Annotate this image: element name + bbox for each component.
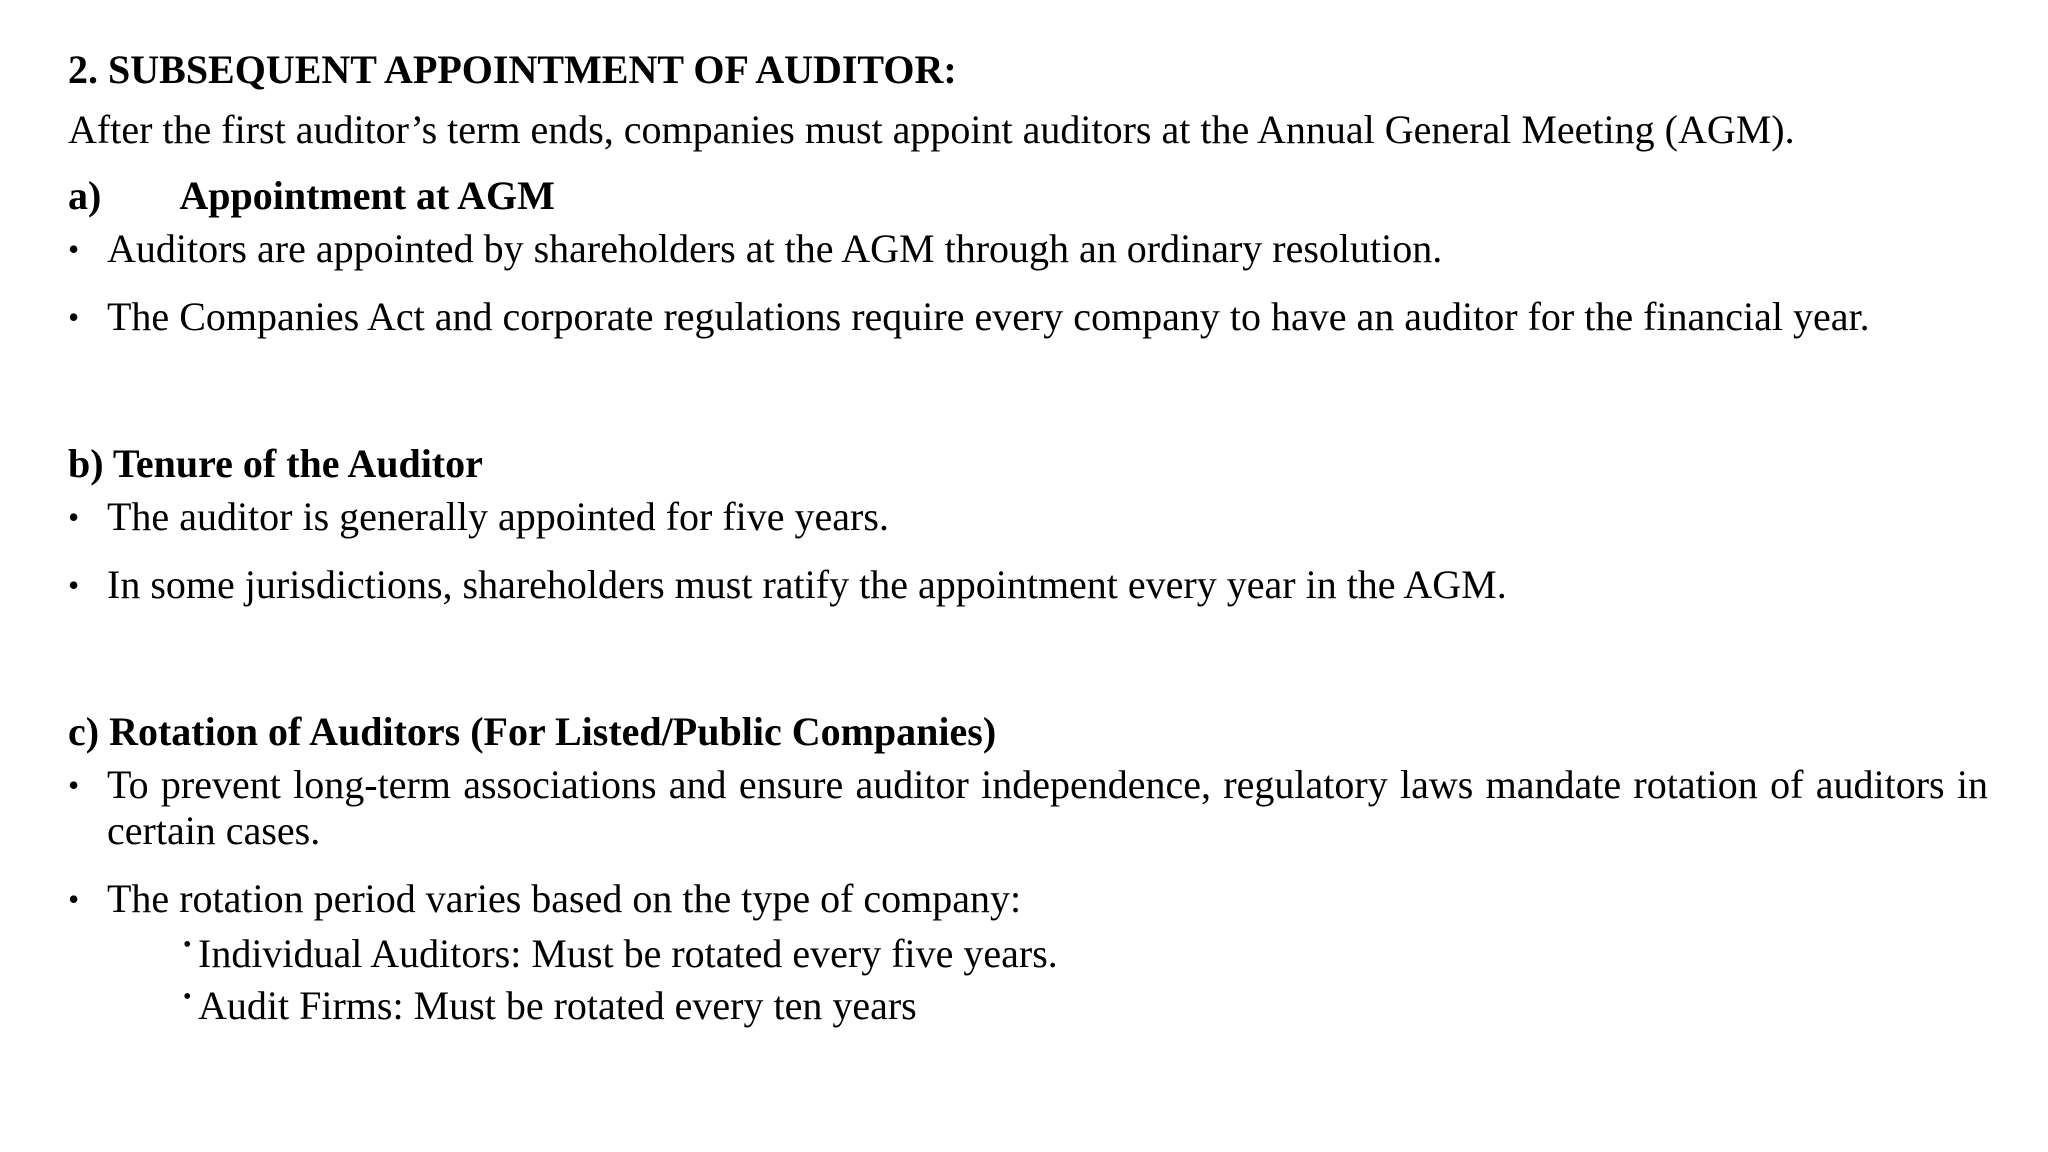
section-rotation-of-auditors bbox=[68, 702, 1988, 1032]
bullet-icon: • bbox=[68, 231, 80, 267]
list-item: • The Companies Act and corporate regulations require every company to have an auditor for the financial year. bbox=[68, 294, 1870, 339]
section-b-heading: b) Tenure of the Auditor bbox=[68, 441, 483, 486]
section-appointment-at-agm bbox=[68, 166, 1988, 340]
bullet-icon: • bbox=[68, 767, 80, 803]
list-item: • Auditors are appointed by shareholders at the AGM through an ordinary resolution. bbox=[68, 226, 1443, 271]
bullet-icon: • bbox=[68, 499, 80, 535]
section-b-bullet-list bbox=[68, 494, 1988, 608]
section-a-letter: a) bbox=[68, 173, 102, 218]
section-c-heading: c) Rotation of Auditors (For Listed/Public Companies) bbox=[68, 709, 997, 754]
list-item: • The rotation period varies based on the type of company: • Individual Auditors: Must be rotated every five years. • Audit Firms: Must be rotated every ten years bbox=[68, 876, 1988, 1032]
sub-bullet-icon: • bbox=[183, 932, 192, 958]
bullet-icon: • bbox=[68, 567, 80, 603]
intro-paragraph: After the first auditor’s term ends, companies must appoint auditors at the Annual General Meeting (AGM). bbox=[68, 107, 1795, 152]
list-item: • The auditor is generally appointed for five years. bbox=[68, 494, 889, 539]
main-heading: 2. SUBSEQUENT APPOINTMENT OF AUDITOR: bbox=[68, 47, 957, 92]
sub-list-item: • Audit Firms: Must be rotated every ten years bbox=[183, 980, 1988, 1032]
bullet-icon: • bbox=[68, 881, 80, 917]
bullet-icon: • bbox=[68, 299, 80, 335]
section-tenure-of-auditor bbox=[68, 434, 1988, 608]
list-item: • In some jurisdictions, shareholders must ratify the appointment every year in the AGM. bbox=[68, 562, 1507, 607]
section-a-heading bbox=[68, 166, 1988, 226]
list-item: • To prevent long-term associations and ensure auditor independence, regulatory laws mandate rotation of auditors in certain cases. bbox=[68, 762, 1988, 853]
sub-bullet-icon: • bbox=[183, 984, 192, 1010]
section-a-bullet-list bbox=[68, 226, 1988, 340]
sub-list-item: • Individual Auditors: Must be rotated every five years. bbox=[183, 928, 1988, 980]
section-a-title: Appointment at AGM bbox=[179, 173, 555, 218]
document-page bbox=[68, 40, 1988, 1054]
rotation-sub-bullet-list bbox=[107, 928, 1988, 1032]
section-c-bullet-list bbox=[68, 762, 1988, 1032]
